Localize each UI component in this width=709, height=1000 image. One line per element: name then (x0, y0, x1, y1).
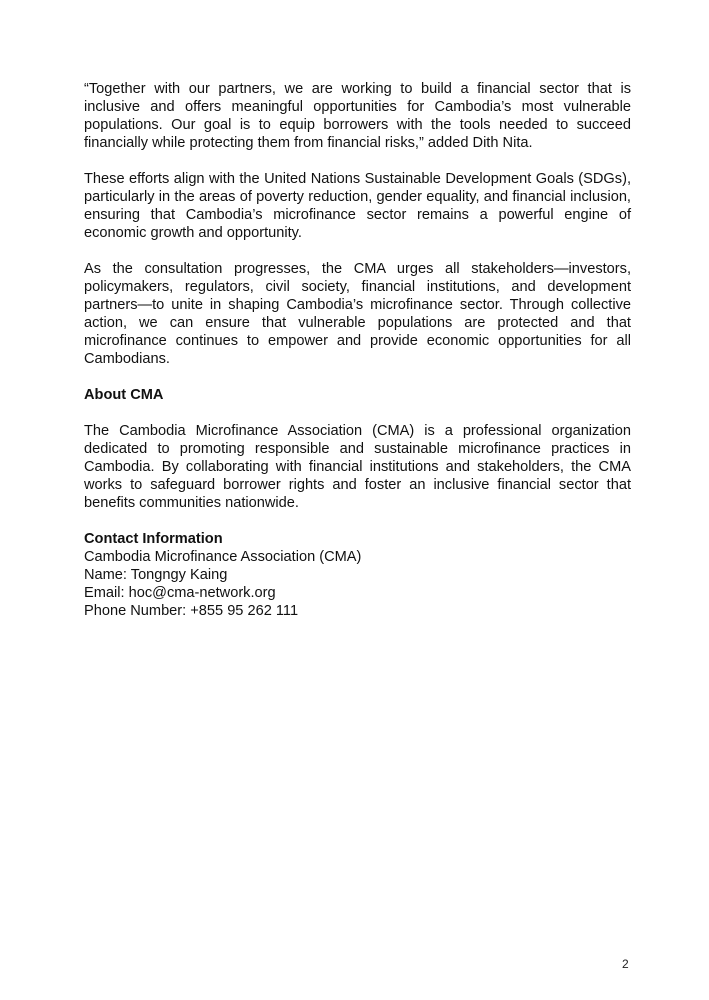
document-page (84, 80, 631, 620)
contact-name: Name: Tongngy Kaing (84, 567, 228, 583)
quote-paragraph: “Together with our partners, we are working to build a financial sector that is inclusive and offers meaningful opportunities for Cambodia’s most vulnerable populations. Our goal is to equip borrowers with the tools needed to succeed financially while protecting them from financial risks,” added Dith Nita. (84, 81, 631, 151)
page-number: 2 (622, 957, 629, 971)
contact-heading: Contact Information (84, 531, 223, 547)
contact-organization: Cambodia Microfinance Association (CMA) (84, 549, 362, 565)
about-heading: About CMA (84, 387, 164, 403)
contact-phone: Phone Number: +855 95 262 111 (84, 603, 299, 619)
contact-block (84, 530, 631, 620)
consultation-paragraph: As the consultation progresses, the CMA urges all stakeholders—investors, policymakers, regulators, civil society, financial institutions, and development partners—to unite in shaping Cambodia’s microfinance sector. Through collective action, we can ensure that vulnerable populations are protected and that microfinance continues to empower and provide economic opportunities for all Cambodians. (84, 261, 631, 367)
sdg-paragraph: These efforts align with the United Nations Sustainable Development Goals (SDGs), particularly in the areas of poverty reduction, gender equality, and financial inclusion, ensuring that Cambodia’s microfinance sector remains a powerful engine of economic growth and opportunity. (84, 171, 631, 241)
about-paragraph: The Cambodia Microfinance Association (CMA) is a professional organization dedicated to promoting responsible and sustainable microfinance practices in Cambodia. By collaborating with financial institutions and stakeholders, the CMA works to safeguard borrower rights and foster an inclusive financial sector that benefits communities nationwide. (84, 423, 631, 511)
contact-email: Email: hoc@cma-network.org (84, 585, 276, 601)
